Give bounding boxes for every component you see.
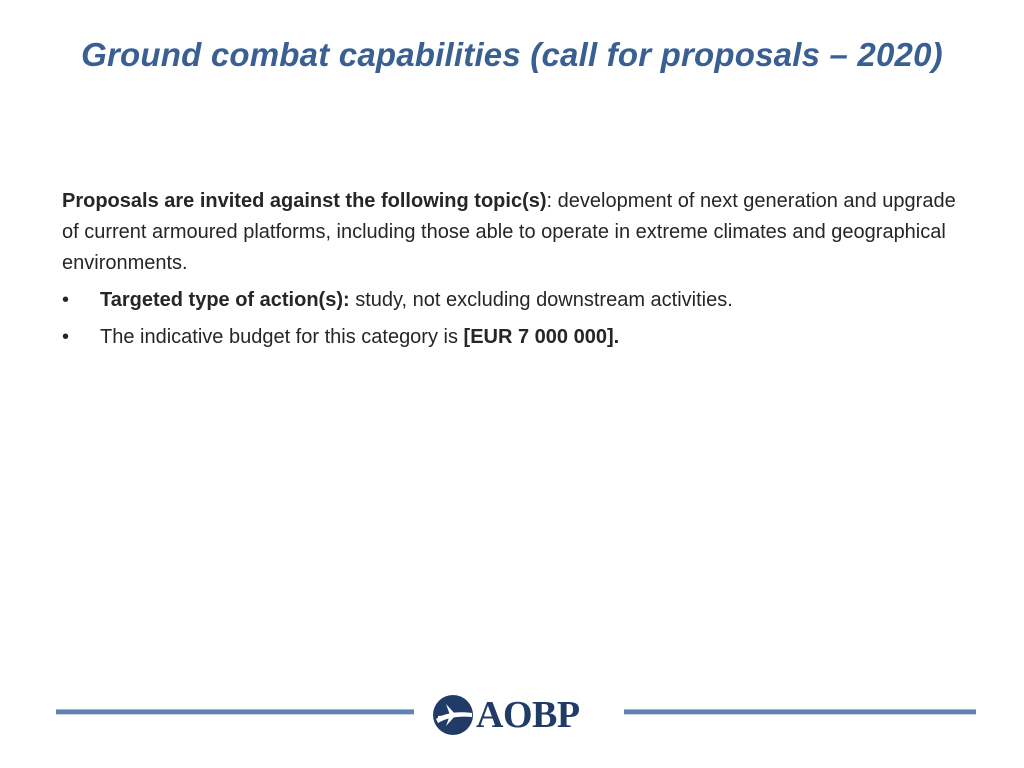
bullet-action-type-text: study, not excluding downstream activities. xyxy=(349,289,733,311)
bullet-item-budget xyxy=(62,322,962,353)
bullet-marker: • xyxy=(62,326,70,348)
bullet-list xyxy=(62,285,962,353)
bullet-item-action-type xyxy=(62,285,962,316)
intro-lead-text: : development of next generation and upgrade of current armoured platforms, including those able to operate in extreme climates and geographical environments. xyxy=(62,190,956,274)
slide-title: Ground combat capabilities (call for proposals – 2020) xyxy=(81,36,943,73)
aobp-logo xyxy=(432,694,612,736)
footer xyxy=(0,688,1024,738)
bullet-marker: • xyxy=(62,289,70,311)
logo-text: AOBP xyxy=(476,694,580,736)
slide-body xyxy=(62,186,962,359)
aobp-globe-icon xyxy=(432,694,474,736)
bullet-action-type-label: Targeted type of action(s): xyxy=(100,289,350,311)
footer-divider-right xyxy=(624,709,976,715)
bullet-budget-amount: [EUR 7 000 000]. xyxy=(463,326,620,348)
footer-divider-left xyxy=(56,709,414,715)
intro-paragraph xyxy=(62,186,962,279)
intro-lead-bold: Proposals are invited against the following topic(s) xyxy=(62,190,547,212)
bullet-budget-text: The indicative budget for this category is xyxy=(100,326,464,348)
